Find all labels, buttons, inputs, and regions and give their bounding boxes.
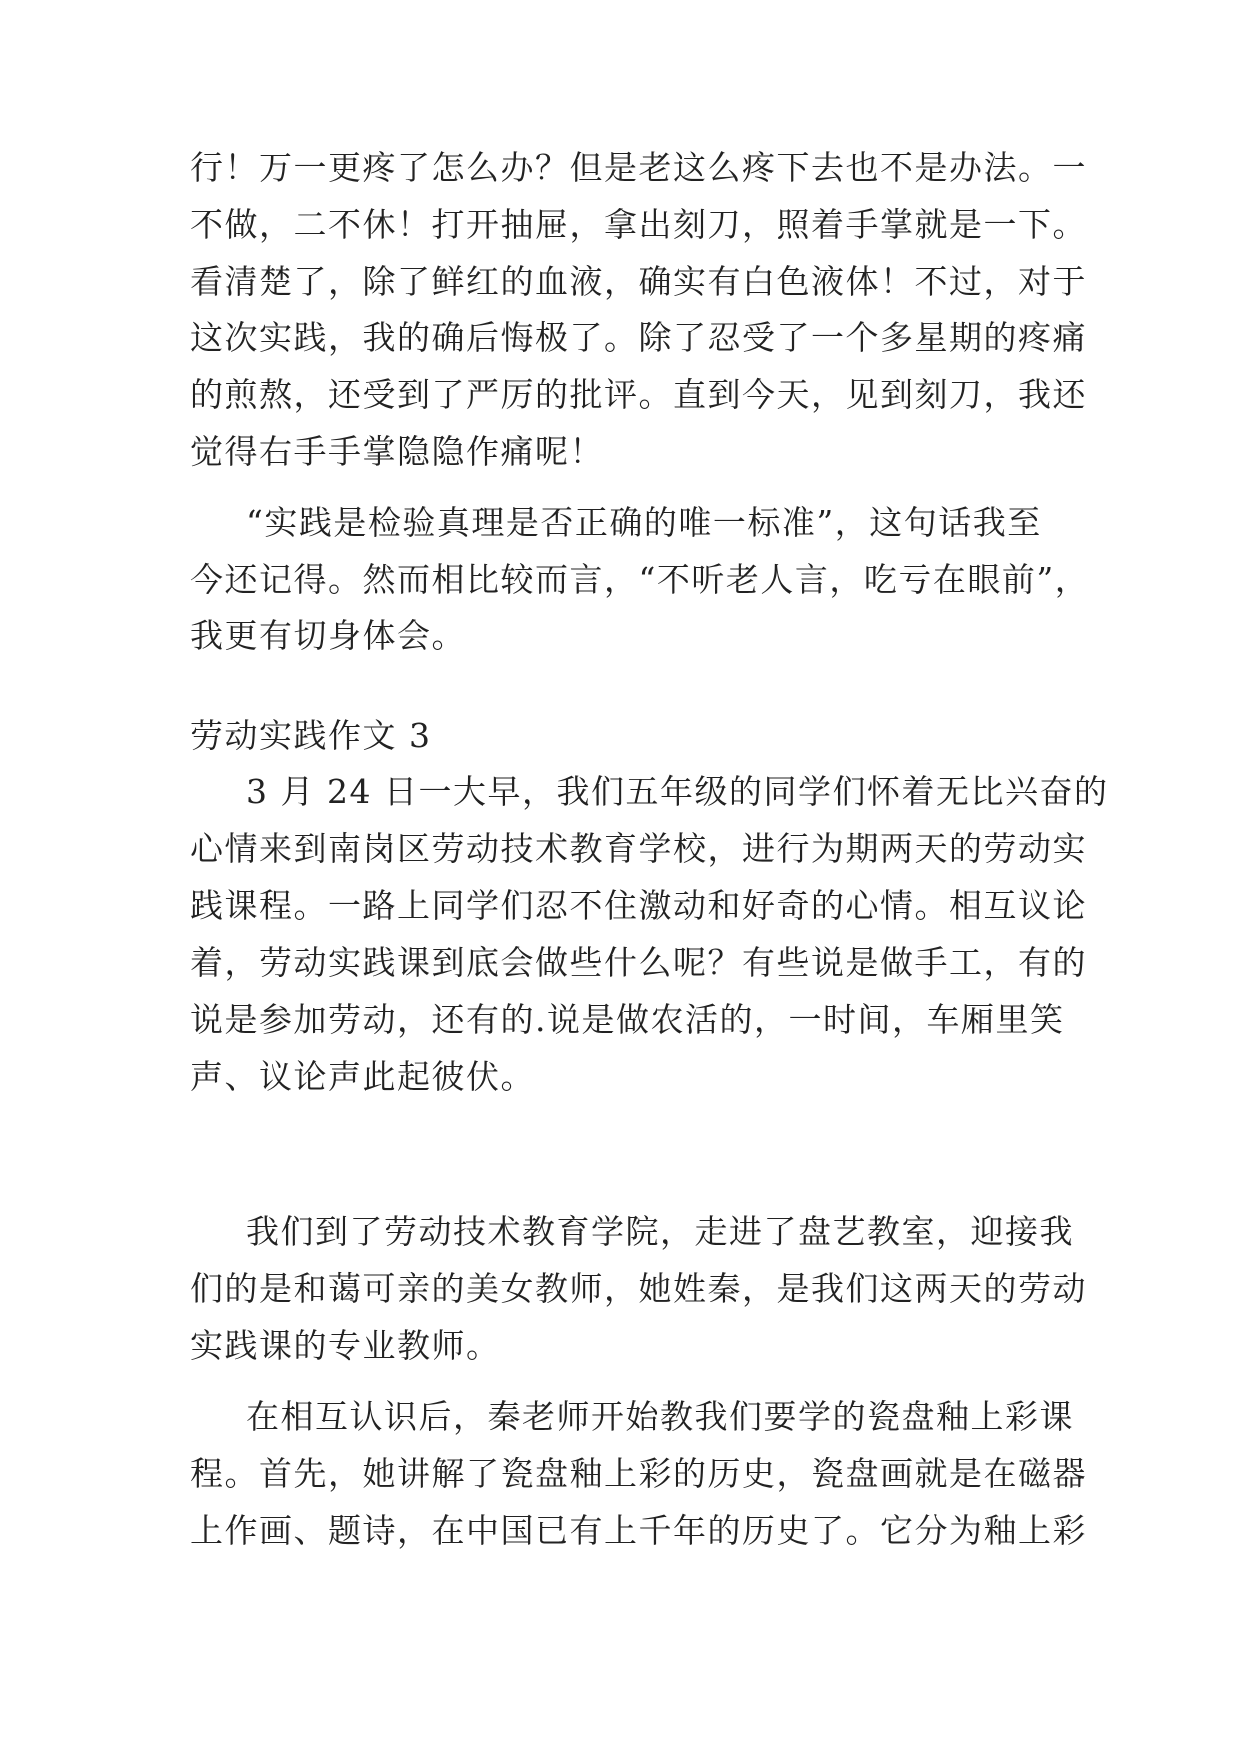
text-line: 们的是和蔼可亲的美女教师，她姓秦，是我们这两天的劳动 — [190, 1269, 1087, 1308]
text-line: 行！万一更疼了怎么办？但是老这么疼下去也不是办法。一 — [190, 148, 1087, 187]
text-line: 不做，二不休！打开抽屉，拿出刻刀，照着手掌就是一下。 — [190, 205, 1087, 244]
text-line: 说是参加劳动，还有的.说是做农活的，一时间，车厢里笑 — [190, 1000, 1065, 1039]
text-line: 3 月 24 日一大早，我们五年级的同学们怀着无比兴奋的 — [246, 772, 1109, 811]
text-line: “实践是检验真理是否正确的唯一标准”，这句话我至 — [246, 503, 1042, 542]
text-line: 心情来到南岗区劳动技术教育学校，进行为期两天的劳动实 — [190, 829, 1087, 868]
text-line: 上作画、题诗，在中国已有上千年的历史了。它分为釉上彩 — [190, 1511, 1087, 1550]
text-line: 着，劳动实践课到底会做些什么呢？有些说是做手工，有的 — [190, 943, 1087, 982]
section-heading: 劳动实践作文 3 — [190, 716, 432, 755]
text-line: 实践课的专业教师。 — [190, 1326, 501, 1365]
text-line: 看清楚了，除了鲜红的血液，确实有白色液体！不过，对于 — [190, 262, 1087, 301]
text-line: 践课程。一路上同学们忍不住激动和好奇的心情。相互议论 — [190, 886, 1087, 925]
text-line: 程。首先，她讲解了瓷盘釉上彩的历史，瓷盘画就是在磁器 — [190, 1454, 1087, 1493]
text-line: 声、议论声此起彼伏。 — [190, 1057, 535, 1096]
text-line: 这次实践，我的确后悔极了。除了忍受了一个多星期的疼痛 — [190, 318, 1087, 357]
text-line: 在相互认识后，秦老师开始教我们要学的瓷盘釉上彩课 — [246, 1397, 1074, 1436]
text-line: 今还记得。然而相比较而言，“不听老人言，吃亏在眼前”， — [190, 560, 1090, 599]
text-line: 的煎熬，还受到了严厉的批评。直到今天，见到刻刀，我还 — [190, 375, 1087, 414]
text-line: 觉得右手手掌隐隐作痛呢！ — [190, 432, 604, 471]
text-line: 我更有切身体会。 — [190, 616, 466, 655]
text-line: 我们到了劳动技术教育学院，走进了盘艺教室，迎接我 — [246, 1212, 1074, 1251]
